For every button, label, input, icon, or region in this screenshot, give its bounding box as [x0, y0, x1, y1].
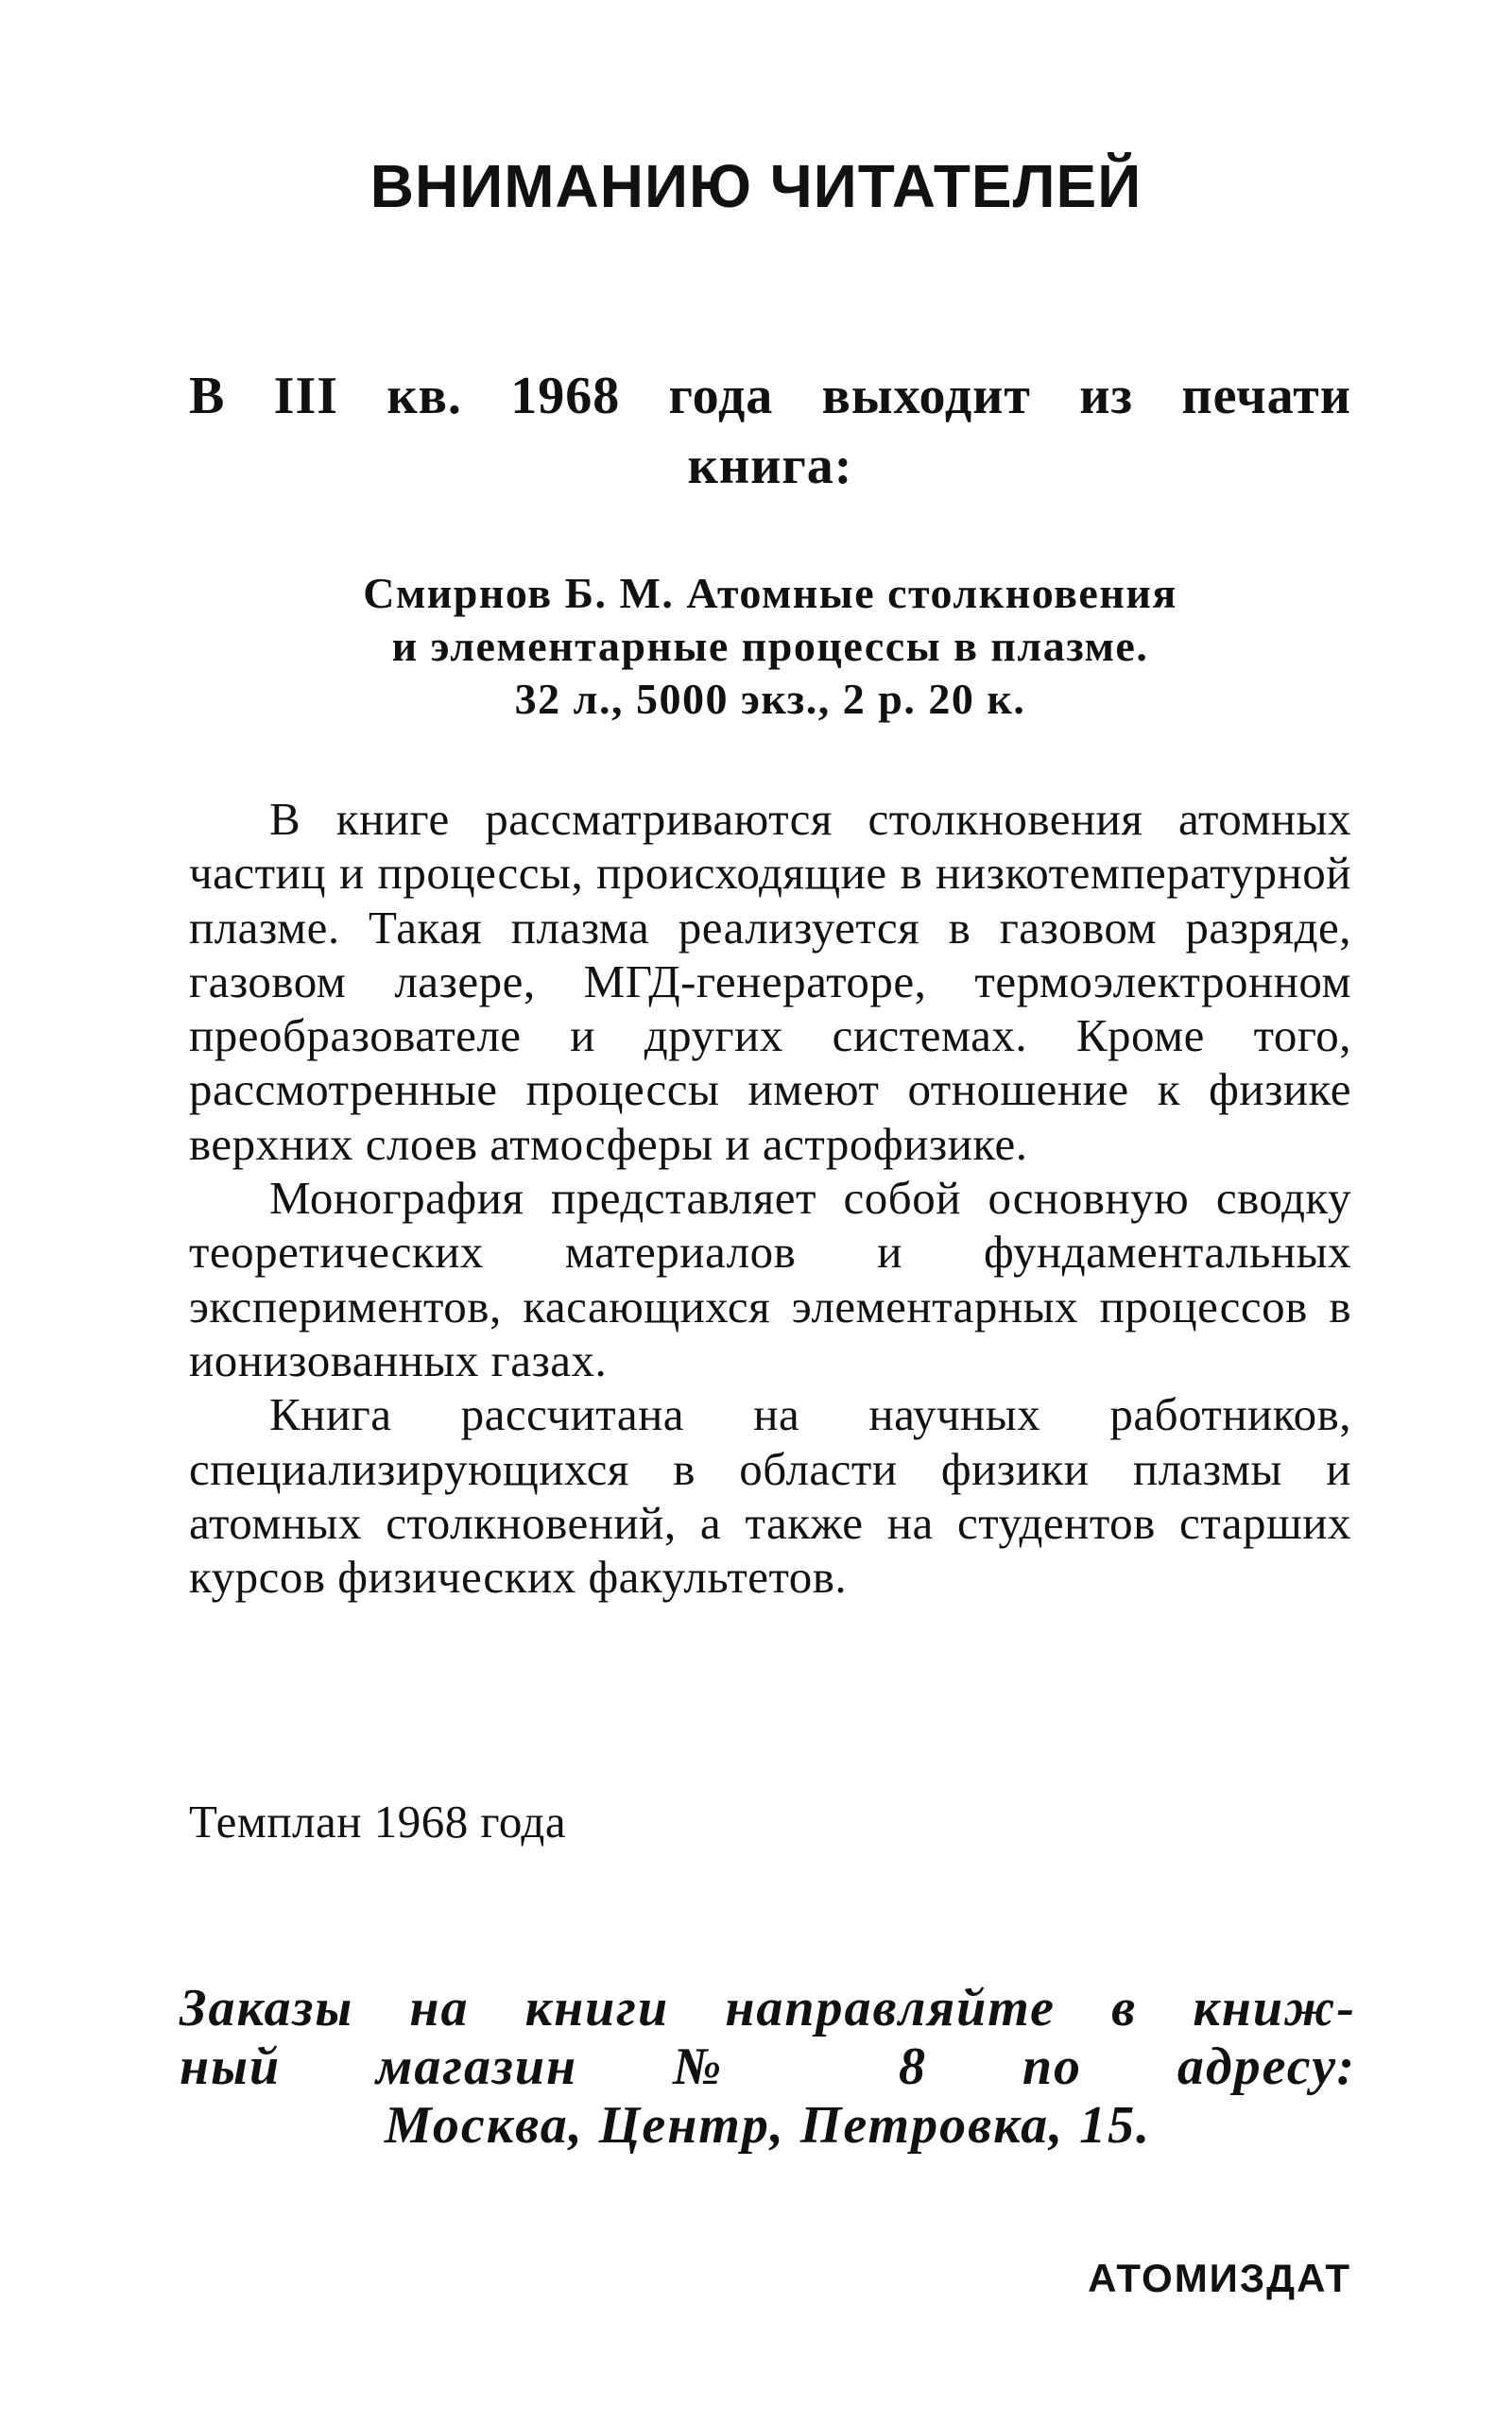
order-address [180, 1979, 1356, 2155]
page-title: ВНИМАНИЮ ЧИТАТЕЛЕЙ [369, 152, 1143, 220]
release-announcement [189, 361, 1351, 501]
orders-line-2: ный магазин № 8 по адресу: [180, 2037, 1356, 2096]
book-line-2: и элементарные процессы в плазме. [391, 622, 1149, 670]
orders-line-3: Москва, Центр, Петровка, 15. [384, 2096, 1152, 2155]
book-line-3: 32 л., 5000 экз., 2 р. 20 к. [514, 675, 1026, 723]
announcement-line-2: книга: [687, 437, 853, 495]
book-line-1: Смирнов Б. М. Атомные столкновения [363, 569, 1177, 617]
description-paragraph-3: Книга рассчитана на научных работников, специализирующихся в области физики плазмы и атомных столкновений, а также на студентов старших курсов физических факультетов. [189, 1388, 1351, 1604]
announcement-line-1: В III кв. 1968 года выходит из печати [189, 367, 1351, 425]
book-description [189, 792, 1351, 1604]
orders-line-1: Заказы на книги направляйте в книж- [180, 1979, 1356, 2037]
book-citation [189, 567, 1351, 726]
publisher-name: АТОМИЗДАТ [1088, 2256, 1351, 2300]
description-paragraph-2: Монография представляет собой основную сводку теоретических материалов и фундаментальных экспериментов, касающихся элементарных процессов в ионизованных газах. [189, 1172, 1351, 1386]
templan-note: Темплан 1968 года [189, 1796, 567, 1848]
description-paragraph-1: В книге рассматриваются столкновения атомных частиц и процессы, происходящие в низкотемпературной плазме. Такая плазма реализуется в газовом разряде, газовом лазере, МГД-генераторе, термоэлектронном преобразователе и других системах. Кроме того, рассмотренные процессы имеют отношение к физике верхних слоев атмосферы и астрофизике. [189, 793, 1351, 1170]
